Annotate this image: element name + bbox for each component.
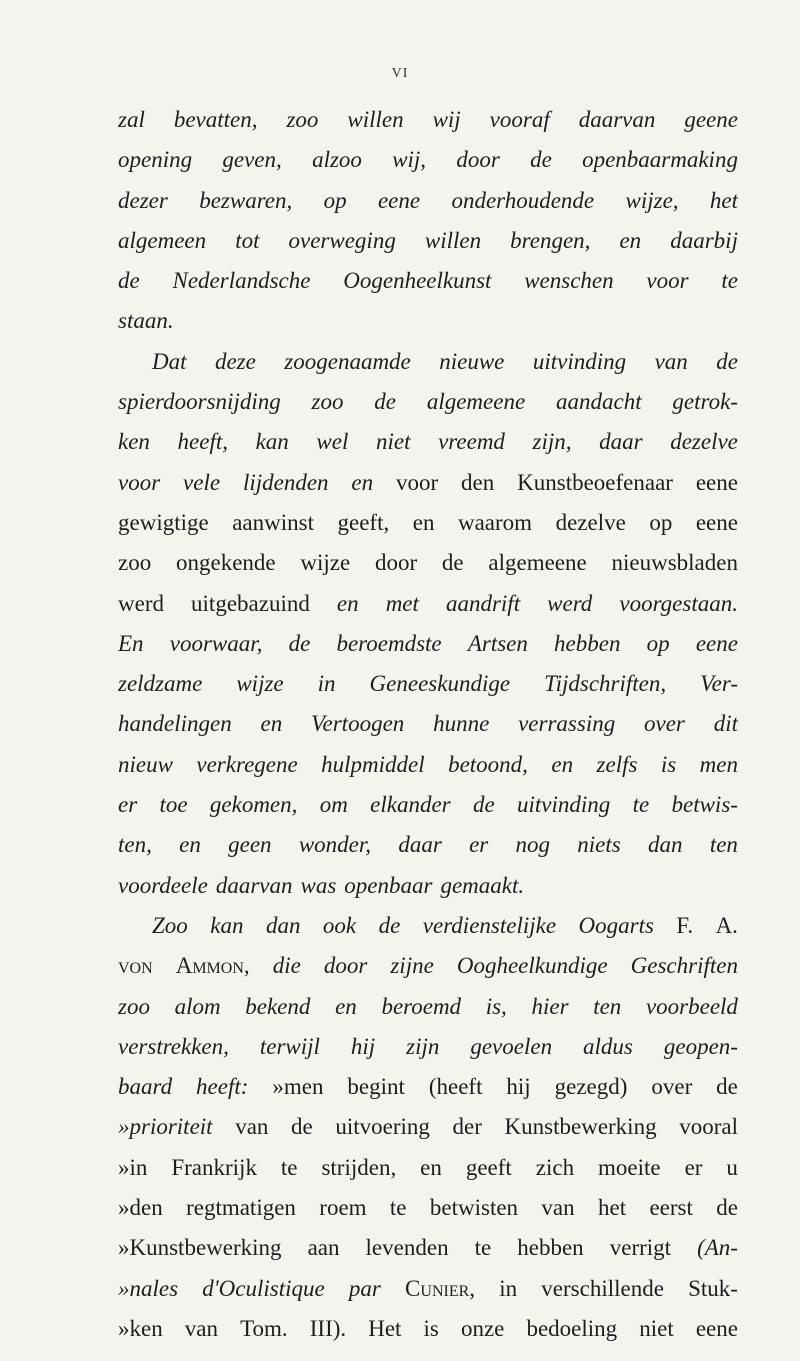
word: onderhoudende — [451, 187, 595, 213]
word: verrigt — [609, 1235, 672, 1261]
word: A. — [715, 912, 738, 938]
word: alzoo — [312, 147, 362, 173]
word: levenden — [365, 1235, 449, 1261]
text-line — [118, 140, 738, 180]
word: de — [291, 1114, 313, 1140]
word: daar — [398, 832, 442, 858]
word: terwijl — [259, 1033, 320, 1059]
text-line — [118, 987, 738, 1027]
word: beroemdste — [336, 630, 442, 656]
text-line — [118, 624, 738, 664]
word: dan — [265, 912, 301, 938]
word: geen — [228, 832, 272, 858]
word: ten — [593, 993, 622, 1019]
word: gevoelen — [470, 1033, 553, 1059]
word: willen — [424, 227, 482, 253]
word: wenschen — [524, 268, 614, 294]
word: kan — [210, 912, 244, 938]
word: betoond, — [448, 751, 528, 777]
word: algemeene — [426, 389, 526, 415]
word: En — [118, 630, 144, 656]
word: alom — [174, 993, 221, 1019]
word: de — [530, 147, 552, 173]
word: ten — [709, 832, 738, 858]
word: zal — [118, 107, 145, 132]
word: de — [118, 268, 140, 294]
word: te — [721, 268, 738, 294]
word: is — [660, 751, 677, 777]
word: lijdenden — [242, 469, 329, 495]
word: aandrift — [445, 590, 521, 616]
word: »in — [118, 1154, 148, 1180]
word: de — [716, 1195, 738, 1221]
word: daarvan — [578, 107, 656, 132]
text-line — [118, 1027, 738, 1067]
word: voor — [396, 469, 439, 495]
word: zijn — [406, 1033, 440, 1059]
word: en — [335, 993, 357, 1019]
word: van — [541, 1195, 575, 1221]
word: aan — [307, 1235, 340, 1261]
word: Artsen — [467, 630, 528, 656]
text-line — [118, 543, 738, 583]
word: van — [184, 1315, 219, 1341]
word: openbaarmaking — [582, 147, 738, 173]
word: met — [385, 590, 419, 616]
word: aanwinst — [232, 509, 314, 535]
word: over — [651, 1074, 693, 1100]
word: om — [319, 792, 348, 818]
word: geopen- — [663, 1033, 738, 1059]
word: eene — [695, 1315, 738, 1341]
text-line — [118, 1228, 738, 1268]
word: in — [317, 671, 336, 697]
word: daarvan — [215, 872, 293, 898]
word: niet — [639, 1315, 674, 1341]
word: nieuw — [118, 751, 173, 777]
word: aldus — [583, 1033, 633, 1059]
word: ook — [322, 912, 357, 938]
word: par — [348, 1275, 381, 1301]
word: Nederlandsche — [172, 268, 311, 294]
text-line — [118, 1148, 738, 1188]
word: het — [597, 1195, 627, 1221]
word: werd — [118, 590, 164, 616]
word: hebben — [517, 1235, 584, 1261]
text-line — [118, 261, 738, 301]
word: de — [374, 389, 397, 415]
word: Frankrijk — [171, 1154, 257, 1180]
word: Tijdschriften, — [544, 671, 667, 697]
word: er — [469, 832, 489, 858]
word: gekomen, — [209, 792, 298, 818]
word: eene — [695, 509, 738, 535]
word: over — [644, 711, 685, 737]
word: vooral — [679, 1114, 738, 1140]
word: Geneeskundige — [369, 671, 511, 697]
word: men — [699, 751, 738, 777]
word: d'Oculistique — [202, 1275, 325, 1301]
word: wijze — [300, 550, 351, 576]
word: geene — [684, 107, 738, 132]
word: de — [716, 348, 738, 374]
word: verdienstelijke — [422, 912, 557, 938]
word: zelfs — [596, 751, 638, 777]
text-line — [118, 100, 738, 140]
word: dezelve — [670, 429, 738, 455]
word: en — [179, 832, 201, 858]
text-line — [118, 825, 738, 865]
text-line — [118, 342, 738, 382]
word: geven, — [222, 147, 282, 173]
word: te — [474, 1235, 492, 1261]
word: getrok- — [672, 389, 738, 415]
word: zeldzame — [118, 671, 203, 697]
word: Stuk- — [688, 1275, 738, 1301]
word: eene — [695, 630, 738, 656]
word: door — [374, 550, 418, 576]
word: roem — [319, 1195, 367, 1221]
text-line — [118, 584, 738, 624]
word: Oogenheelkunst — [343, 268, 492, 294]
word: eene — [695, 469, 738, 495]
word: ken — [118, 429, 150, 455]
word: wij, — [392, 147, 427, 173]
word: beroemd — [381, 993, 462, 1019]
word: zijne — [390, 953, 434, 979]
word: gemaakt. — [440, 872, 525, 898]
word: Tom. — [240, 1315, 288, 1341]
word: verkregene — [196, 751, 298, 777]
word: dan — [648, 832, 683, 858]
word: voor — [118, 469, 161, 495]
word: algemeene — [488, 550, 587, 576]
word: wijze, — [625, 187, 679, 213]
word: de — [288, 630, 311, 656]
word: zoo — [118, 550, 152, 576]
word: hij — [350, 1033, 376, 1059]
word: gewigtige — [118, 509, 209, 535]
word: strijden, — [321, 1154, 397, 1180]
word: »nales — [118, 1275, 179, 1301]
word: en — [336, 590, 359, 616]
word: de — [378, 912, 401, 938]
word: uitvinding — [516, 792, 611, 818]
text-line — [118, 745, 738, 785]
word: in — [499, 1275, 518, 1301]
word: door — [456, 147, 500, 173]
word: de — [716, 1074, 738, 1100]
word: Het — [368, 1315, 402, 1341]
text-line — [118, 906, 738, 946]
word: »ken — [118, 1315, 163, 1341]
word: die — [272, 953, 301, 979]
text-line — [118, 785, 738, 825]
word: Ver- — [700, 671, 738, 697]
word: te — [389, 1195, 407, 1221]
word: tot — [235, 227, 260, 253]
word: gezegd) — [554, 1074, 628, 1100]
word: waarom — [457, 509, 533, 535]
word: voorbeeld — [645, 993, 738, 1019]
word: brengen, — [510, 227, 591, 253]
word: u — [726, 1154, 738, 1180]
word: en — [260, 711, 283, 737]
word: heeft, — [177, 429, 228, 455]
word: en — [551, 751, 574, 777]
word: opening — [118, 147, 193, 173]
word: betwisten — [429, 1195, 519, 1221]
text-line — [118, 301, 738, 341]
page-number: VI — [391, 66, 409, 81]
word: zijn, — [532, 429, 572, 455]
word: en — [619, 227, 642, 253]
word: wonder, — [298, 832, 372, 858]
word: er — [118, 792, 138, 818]
word: er — [684, 1154, 703, 1180]
word: uitvinding — [532, 348, 627, 374]
word: vele — [183, 469, 221, 495]
word: voorwaar, — [169, 630, 263, 656]
word: nog — [515, 832, 551, 858]
word: wijze — [236, 671, 284, 697]
word: der — [452, 1114, 482, 1140]
word: op — [323, 187, 347, 213]
word: bevatten, — [173, 107, 258, 132]
word: handelingen — [118, 711, 232, 737]
word: deze — [214, 348, 256, 374]
word: zich — [535, 1154, 575, 1180]
word: daar — [599, 429, 643, 455]
word: is, — [485, 993, 507, 1019]
word: »prioriteit — [118, 1114, 213, 1140]
text-line — [118, 503, 738, 543]
word: baard — [118, 1074, 173, 1100]
word: vooraf — [489, 107, 550, 132]
word: voorgestaan. — [619, 590, 738, 616]
word: en — [420, 1154, 442, 1180]
word: aandacht — [555, 389, 642, 415]
word: staan. — [118, 308, 174, 334]
word: heeft: — [196, 1074, 249, 1100]
word: wij — [432, 107, 461, 132]
word: werd — [547, 590, 593, 616]
word: voordeele — [118, 872, 208, 898]
word: »men — [272, 1074, 324, 1100]
text-line — [118, 463, 738, 503]
word: uitvoering — [335, 1114, 430, 1140]
word: te — [280, 1154, 298, 1180]
word: voor — [646, 268, 689, 294]
word: Zoo — [152, 912, 188, 938]
word: zoo — [118, 993, 150, 1019]
word: hebben — [554, 630, 621, 656]
word: Geschriften — [630, 953, 738, 979]
word: de — [441, 550, 464, 576]
word: begint — [347, 1074, 405, 1100]
word: eene — [377, 187, 421, 213]
word: Ammon, — [175, 953, 250, 979]
text-line — [118, 1269, 738, 1309]
word: spierdoorsnijding — [118, 389, 281, 415]
word: vreemd — [438, 429, 505, 455]
word: bekend — [245, 993, 311, 1019]
word: hunne — [433, 711, 490, 737]
word: Kunstbewerking — [504, 1114, 657, 1140]
text-line — [118, 664, 738, 704]
word: te — [632, 792, 650, 818]
word: von — [118, 953, 153, 979]
word: »Kunstbewerking — [118, 1235, 282, 1261]
word: geeft, — [337, 509, 390, 535]
word: door — [323, 953, 368, 979]
word: verrassing — [518, 711, 616, 737]
word: algemeen — [118, 227, 207, 253]
text-line — [118, 704, 738, 744]
word: daarbij — [670, 227, 738, 253]
word: F. — [676, 912, 694, 938]
word: was — [300, 872, 337, 898]
word: verschillende — [541, 1275, 664, 1301]
word: niet — [375, 429, 411, 455]
text-line — [118, 1188, 738, 1228]
word: hulpmiddel — [321, 751, 425, 777]
word: dit — [713, 711, 738, 737]
word: regtmatigen — [186, 1195, 296, 1221]
text-line — [118, 221, 738, 261]
word: III). — [309, 1315, 347, 1341]
word: nieuwsbladen — [611, 550, 738, 576]
text-line — [118, 181, 738, 221]
word: nieuwe — [439, 348, 505, 374]
word: overweging — [288, 227, 396, 253]
word: moeite — [598, 1154, 661, 1180]
word: hier — [531, 993, 569, 1019]
word: hij — [506, 1074, 531, 1100]
word: Kunstbeoefenaar — [517, 469, 673, 495]
text-line — [118, 1107, 738, 1147]
word: bedoeling — [526, 1315, 618, 1341]
word: wel — [316, 429, 349, 455]
word: ongekende — [175, 550, 276, 576]
word: elkander — [370, 792, 451, 818]
word: den — [461, 469, 495, 495]
word: en — [351, 469, 374, 495]
text-line — [118, 422, 738, 462]
body-text — [118, 100, 738, 1349]
word: verstrekken, — [118, 1033, 229, 1059]
word: Vertoogen — [311, 711, 405, 737]
word: »den — [118, 1195, 163, 1221]
word: zoo — [311, 389, 344, 415]
word: kan — [255, 429, 289, 455]
word: op — [646, 630, 670, 656]
word: niets — [577, 832, 621, 858]
text-line — [118, 866, 738, 906]
text-line — [118, 382, 738, 422]
word: dezelve — [555, 509, 626, 535]
word: eerst — [649, 1195, 693, 1221]
word: (heeft — [428, 1074, 483, 1100]
text-line — [118, 946, 738, 986]
word: zoo — [286, 107, 319, 132]
word: Cunier, — [405, 1275, 476, 1301]
word: willen — [347, 107, 404, 132]
word: Oogheelkundige — [456, 953, 608, 979]
word: van — [654, 348, 688, 374]
word: toe — [159, 792, 188, 818]
word: uitgebazuind — [191, 590, 310, 616]
word: de — [472, 792, 495, 818]
word: geeft — [465, 1154, 512, 1180]
word: openbaar — [344, 872, 433, 898]
word: (An- — [697, 1235, 738, 1261]
word: het — [709, 187, 738, 213]
word: dezer — [118, 187, 168, 213]
word: betwis- — [671, 792, 738, 818]
word: is — [423, 1315, 439, 1341]
text-line — [118, 1309, 738, 1349]
word: Oogarts — [578, 912, 654, 938]
word: onze — [460, 1315, 505, 1341]
word: en — [412, 509, 435, 535]
word: bezwaren, — [199, 187, 293, 213]
text-line — [118, 1067, 738, 1107]
word: zoogenaamde — [284, 348, 411, 374]
word: van — [235, 1114, 269, 1140]
word: op — [649, 509, 673, 535]
word: ten, — [118, 832, 152, 858]
word: Dat — [152, 348, 187, 374]
